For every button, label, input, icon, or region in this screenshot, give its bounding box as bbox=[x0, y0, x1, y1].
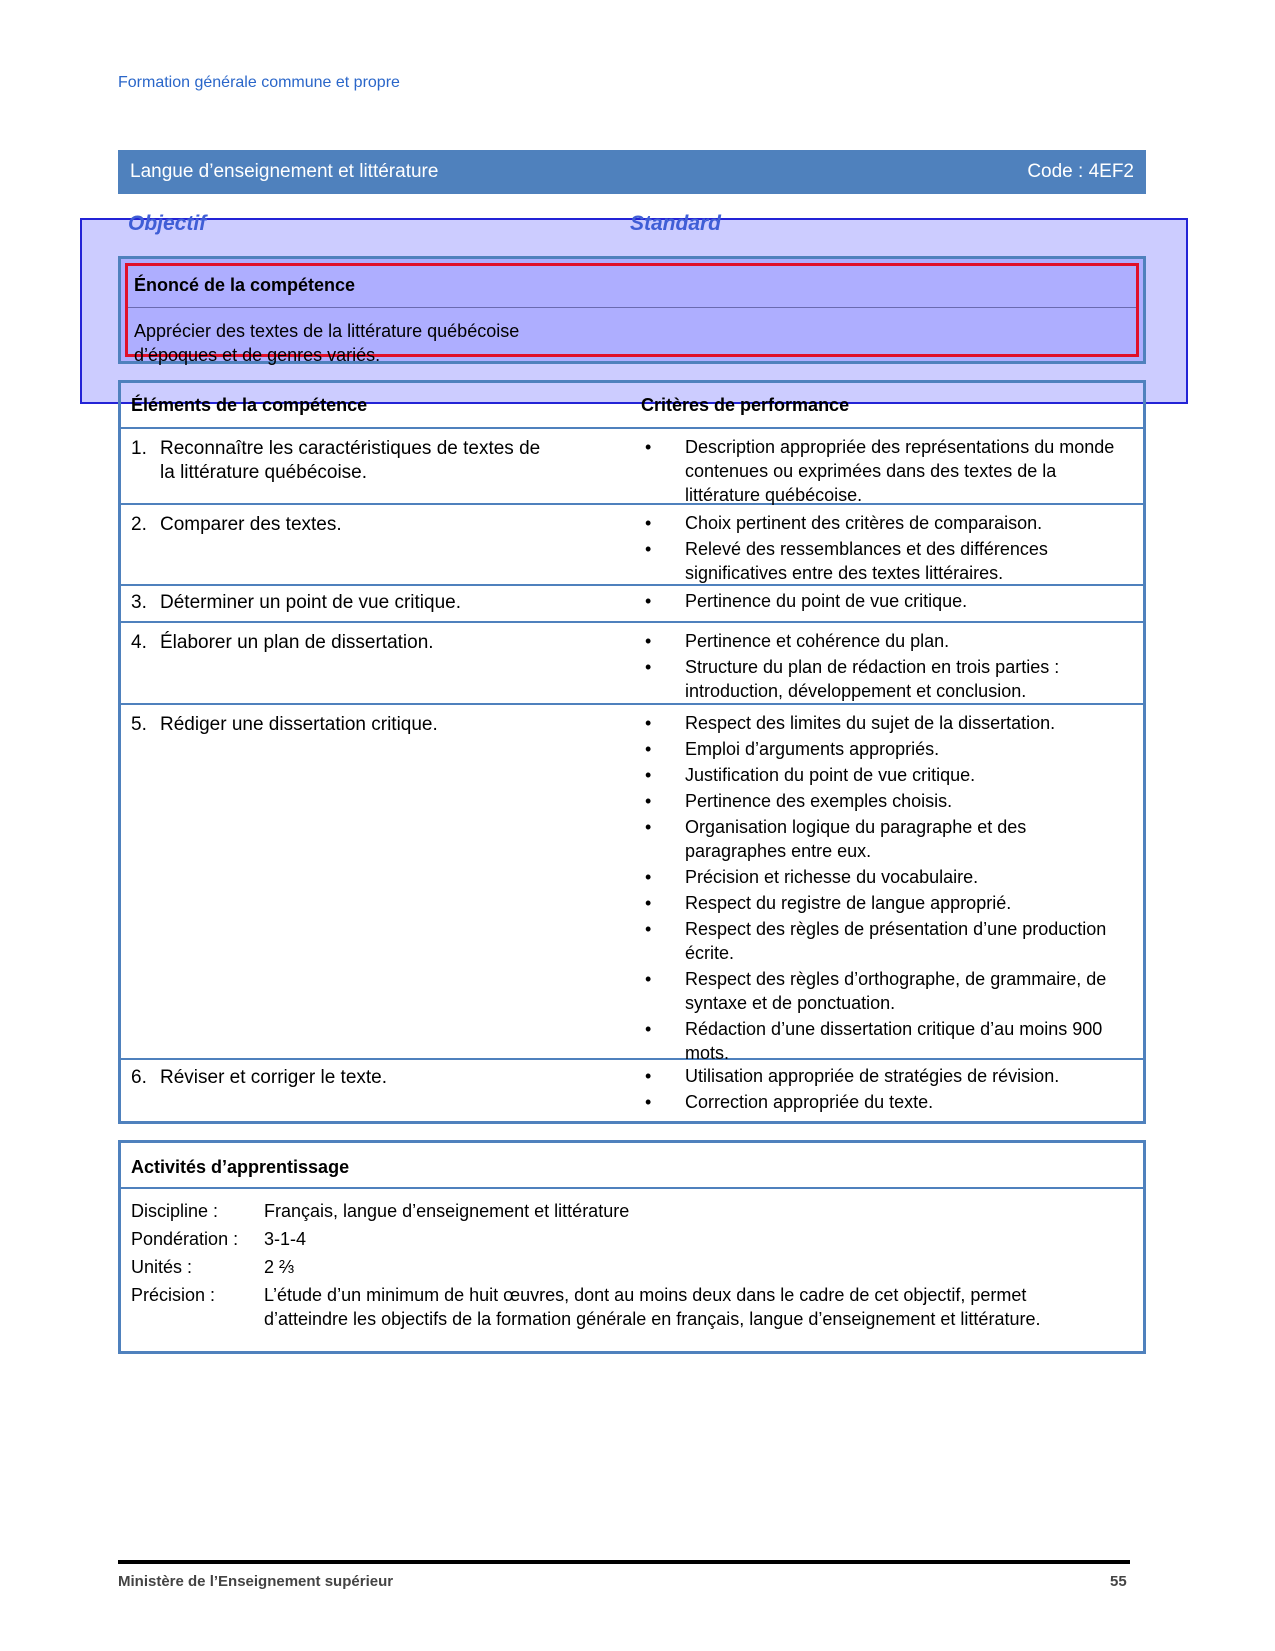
element-cell bbox=[131, 591, 560, 615]
bullet-icon: • bbox=[645, 739, 652, 759]
element-cell bbox=[131, 713, 560, 737]
table-row bbox=[121, 703, 1143, 1063]
enonce-highlight bbox=[125, 263, 1139, 365]
bullet-icon: • bbox=[645, 893, 652, 913]
bullet-icon: • bbox=[645, 437, 652, 457]
criteria-item bbox=[641, 917, 1121, 965]
criteria-item bbox=[641, 655, 1121, 703]
element-cell bbox=[131, 513, 560, 537]
criteria-item bbox=[641, 891, 1121, 915]
bullet-icon: • bbox=[645, 867, 652, 887]
ponderation-label: Pondération : bbox=[131, 1229, 239, 1249]
element-number: 2. bbox=[131, 514, 147, 535]
element-text: Rédiger une dissertation critique. bbox=[160, 714, 438, 735]
course-code: Code : 4EF2 bbox=[1027, 161, 1134, 182]
discipline-label: Discipline : bbox=[131, 1201, 219, 1221]
criteria-text: Description appropriée des représentations du monde contenues ou exprimées dans des textes de la littérature québécoise. bbox=[685, 437, 1115, 505]
criteria-text: Respect des limites du sujet de la dissertation. bbox=[685, 713, 1056, 733]
criteria-text: Emploi d’arguments appropriés. bbox=[685, 739, 940, 759]
criteria-text: Respect des règles d’orthographe, de grammaire, de syntaxe et de ponctuation. bbox=[685, 969, 1107, 1013]
criteria-item bbox=[641, 1090, 1121, 1114]
bullet-icon: • bbox=[645, 817, 652, 837]
activities-title: Activités d’apprentissage bbox=[131, 1157, 350, 1177]
criteria-item bbox=[641, 511, 1121, 535]
activities-box bbox=[118, 1140, 1146, 1354]
bullet-icon: • bbox=[645, 539, 652, 559]
element-number: 4. bbox=[131, 632, 147, 653]
bullet-icon: • bbox=[645, 1092, 652, 1112]
criteria-text: Utilisation appropriée de stratégies de révision. bbox=[685, 1066, 1060, 1086]
column-header-elements: Éléments de la compétence bbox=[131, 395, 368, 415]
table-row bbox=[121, 621, 1143, 705]
bullet-icon: • bbox=[645, 919, 652, 939]
criteria-text: Respect des règles de présentation d’une production écrite. bbox=[685, 919, 1107, 963]
element-number: 5. bbox=[131, 714, 147, 735]
element-number: 6. bbox=[131, 1067, 147, 1088]
element-text: Élaborer un plan de dissertation. bbox=[160, 632, 434, 653]
criteria-item bbox=[641, 737, 1121, 761]
criteria-item bbox=[641, 435, 1121, 507]
element-text: Comparer des textes. bbox=[160, 514, 342, 535]
bullet-icon: • bbox=[645, 657, 652, 677]
criteria-text: Choix pertinent des critères de comparaison. bbox=[685, 513, 1043, 533]
activities-divider bbox=[121, 1187, 1143, 1189]
standard-heading: Standard bbox=[630, 212, 722, 235]
element-text: Reconnaître les caractéristiques de textes de la littérature québécoise. bbox=[160, 438, 541, 483]
enonce-divider bbox=[128, 307, 1136, 308]
criteria-item bbox=[641, 815, 1121, 863]
table-row bbox=[121, 427, 1143, 505]
bullet-icon: • bbox=[645, 791, 652, 811]
criteria-item bbox=[641, 711, 1121, 735]
precision-value: L’étude d’un minimum de huit œuvres, dont au moins deux dans le cadre de cet objectif, permet d’atteindre les objectifs de la formation générale en français, langue d’enseignement et littérature. bbox=[264, 1285, 1041, 1329]
criteria-item bbox=[641, 789, 1121, 813]
criteria-item bbox=[641, 967, 1121, 1015]
bullet-icon: • bbox=[645, 1066, 652, 1086]
element-text: Réviser et corriger le texte. bbox=[160, 1067, 388, 1088]
criteria-item bbox=[641, 629, 1121, 653]
enonce-box bbox=[118, 256, 1146, 364]
bullet-icon: • bbox=[645, 513, 652, 533]
criteria-text: Rédaction d’une dissertation critique d’au moins 900 mots. bbox=[685, 1019, 1103, 1063]
discipline-row bbox=[131, 1199, 1084, 1223]
element-number: 1. bbox=[131, 438, 147, 459]
competence-table bbox=[118, 380, 1146, 1124]
table-row bbox=[121, 1058, 1143, 1121]
objective-heading: Objectif bbox=[128, 212, 207, 235]
criteria-list bbox=[641, 629, 1121, 705]
bullet-icon: • bbox=[645, 1019, 652, 1039]
element-number: 3. bbox=[131, 592, 147, 613]
discipline-value: Français, langue d’enseignement et littérature bbox=[264, 1201, 630, 1221]
enonce-text: Apprécier des textes de la littérature québécoise d’époques et de genres variés. bbox=[134, 321, 520, 365]
element-cell bbox=[131, 437, 560, 485]
criteria-text: Respect du registre de langue approprié. bbox=[685, 893, 1012, 913]
criteria-text: Organisation logique du paragraphe et des paragraphes entre eux. bbox=[685, 817, 1027, 861]
table-row bbox=[121, 503, 1143, 586]
element-cell bbox=[131, 631, 560, 655]
unites-value: 2 ⅔ bbox=[264, 1257, 295, 1277]
criteria-text: Structure du plan de rédaction en trois parties : introduction, développement et conclusion. bbox=[685, 657, 1060, 701]
bullet-icon: • bbox=[645, 591, 652, 611]
criteria-text: Pertinence du point de vue critique. bbox=[685, 591, 968, 611]
ponderation-value: 3-1-4 bbox=[264, 1229, 307, 1249]
criteria-text: Relevé des ressemblances et des différences significatives entre des textes littéraires. bbox=[685, 539, 1048, 583]
element-text: Déterminer un point de vue critique. bbox=[160, 592, 461, 613]
criteria-list bbox=[641, 511, 1121, 587]
unites-row bbox=[131, 1255, 1084, 1279]
section-label: Formation générale commune et propre bbox=[118, 74, 400, 91]
bullet-icon: • bbox=[645, 969, 652, 989]
table-header bbox=[121, 383, 1143, 429]
precision-label: Précision : bbox=[131, 1285, 216, 1305]
criteria-text: Pertinence des exemples choisis. bbox=[685, 791, 953, 811]
criteria-item bbox=[641, 537, 1121, 585]
criteria-text: Justification du point de vue critique. bbox=[685, 765, 976, 785]
footer-rule bbox=[118, 1560, 1130, 1564]
criteria-text: Pertinence et cohérence du plan. bbox=[685, 631, 950, 651]
page-number: 55 bbox=[1110, 1573, 1127, 1590]
bullet-icon: • bbox=[645, 713, 652, 733]
criteria-item bbox=[641, 1064, 1121, 1088]
criteria-text: Précision et richesse du vocabulaire. bbox=[685, 867, 979, 887]
footer-ministry: Ministère de l’Enseignement supérieur bbox=[118, 1573, 394, 1590]
element-cell bbox=[131, 1066, 560, 1090]
criteria-item bbox=[641, 865, 1121, 889]
criteria-text: Correction appropriée du texte. bbox=[685, 1092, 934, 1112]
course-title: Langue d’enseignement et littérature bbox=[130, 161, 439, 182]
precision-row bbox=[131, 1283, 1084, 1331]
unites-label: Unités : bbox=[131, 1257, 193, 1277]
ponderation-row bbox=[131, 1227, 1084, 1251]
criteria-item bbox=[641, 589, 1121, 613]
criteria-item bbox=[641, 763, 1121, 787]
table-row bbox=[121, 584, 1143, 623]
criteria-list bbox=[641, 1064, 1121, 1116]
criteria-list bbox=[641, 711, 1121, 1067]
bullet-icon: • bbox=[645, 765, 652, 785]
criteria-list bbox=[641, 589, 1121, 615]
bullet-icon: • bbox=[645, 631, 652, 651]
course-title-bar bbox=[118, 150, 1146, 194]
enonce-title: Énoncé de la compétence bbox=[134, 275, 356, 295]
column-header-criteria: Critères de performance bbox=[641, 395, 850, 415]
criteria-list bbox=[641, 435, 1121, 509]
